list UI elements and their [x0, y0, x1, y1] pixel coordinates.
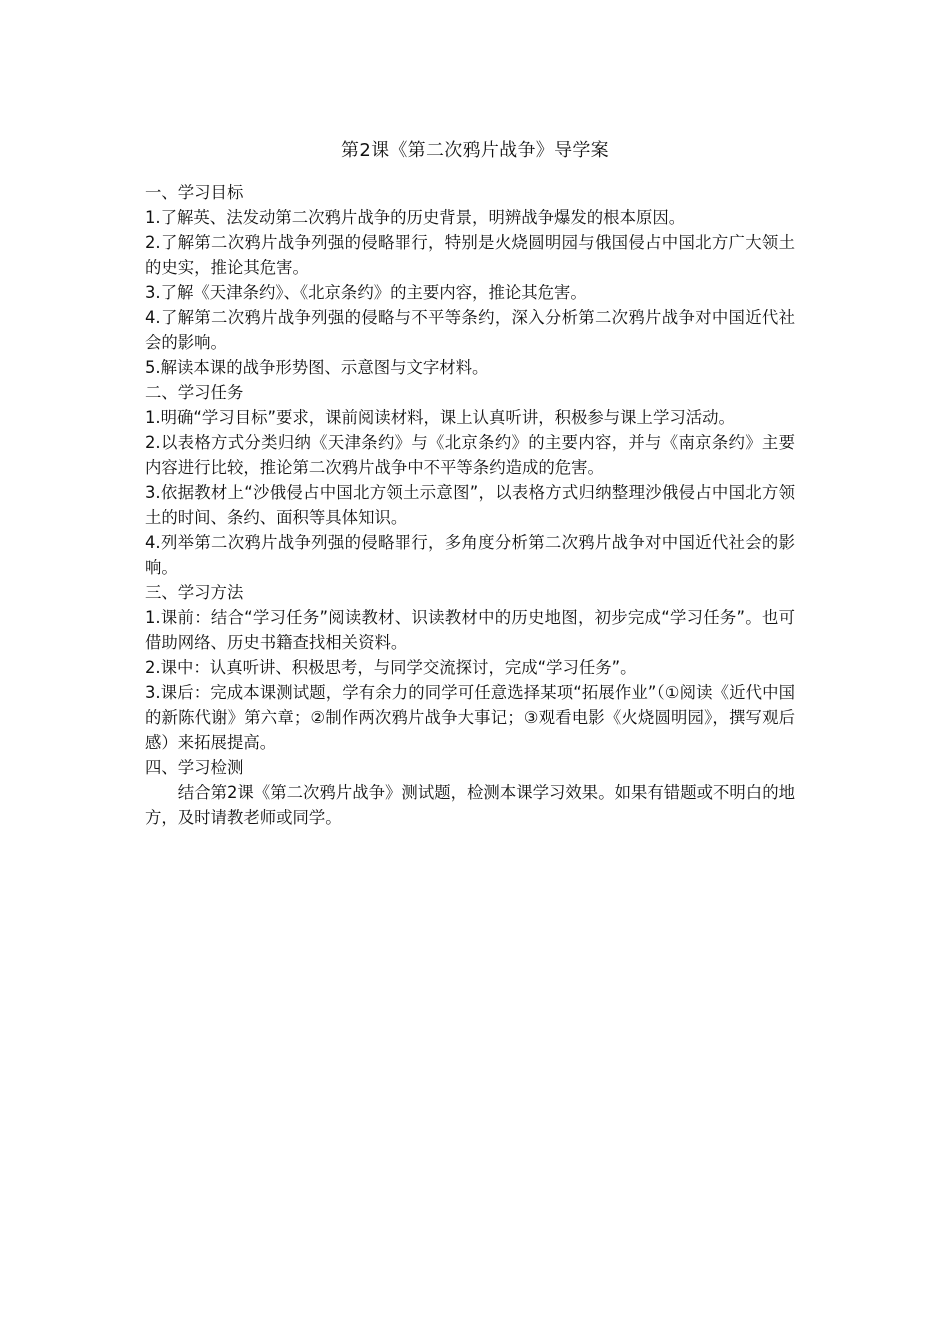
- task-item-3: 3.依据教材上“沙俄侵占中国北方领土示意图”，以表格方式归纳整理沙俄侵占中国北方领土的时间、条约、面积等具体知识。: [145, 483, 795, 527]
- task-item-2: 2.以表格方式分类归纳《天津条约》与《北京条约》的主要内容，并与《南京条约》主要内容进行比较，推论第二次鸦片战争中不平等条约造成的危害。: [145, 433, 795, 477]
- section-heading-tasks: 二、学习任务: [145, 383, 244, 402]
- method-item-3: 3.课后：完成本课测试题，学有余力的同学可任意选择某项“拓展作业”（①阅读《近代中国的新陈代谢》第六章；②制作两次鸦片战争大事记；③观看电影《火烧圆明园》，撰写观后感）来拓展提高。: [145, 683, 795, 752]
- objective-item-2: 2.了解第二次鸦片战争列强的侵略罪行，特别是火烧圆明园与俄国侵占中国北方广大领土的史实，推论其危害。: [145, 233, 795, 277]
- objective-item-4: 4.了解第二次鸦片战争列强的侵略与不平等条约，深入分析第二次鸦片战争对中国近代社会的影响。: [145, 308, 795, 352]
- method-item-1: 1.课前：结合“学习任务”阅读教材、识读教材中的历史地图，初步完成“学习任务”。也可借助网络、历史书籍查找相关资料。: [145, 608, 795, 652]
- objective-item-3: 3.了解《天津条约》、《北京条约》的主要内容，推论其危害。: [145, 283, 587, 302]
- objective-item-5: 5.解读本课的战争形势图、示意图与文字材料。: [145, 358, 489, 377]
- section-heading-assessment: 四、学习检测: [145, 758, 244, 777]
- assessment-paragraph: 结合第2课《第二次鸦片战争》测试题，检测本课学习效果。如果有错题或不明白的地方，及时请教老师或同学。: [145, 783, 795, 827]
- section-heading-methods: 三、学习方法: [145, 583, 244, 602]
- document-body: [145, 180, 795, 830]
- task-item-4: 4.列举第二次鸦片战争列强的侵略罪行，多角度分析第二次鸦片战争对中国近代社会的影响。: [145, 533, 795, 577]
- task-item-1: 1.明确“学习目标”要求，课前阅读材料，课上认真听讲，积极参与课上学习活动。: [145, 408, 735, 427]
- objective-item-1: 1.了解英、法发动第二次鸦片战争的历史背景，明辨战争爆发的根本原因。: [145, 208, 686, 227]
- document-title: 第2课《第二次鸦片战争》导学案: [341, 140, 609, 161]
- method-item-2: 2.课中：认真听讲、积极思考，与同学交流探讨，完成“学习任务”。: [145, 658, 637, 677]
- section-heading-objectives: 一、学习目标: [145, 183, 244, 202]
